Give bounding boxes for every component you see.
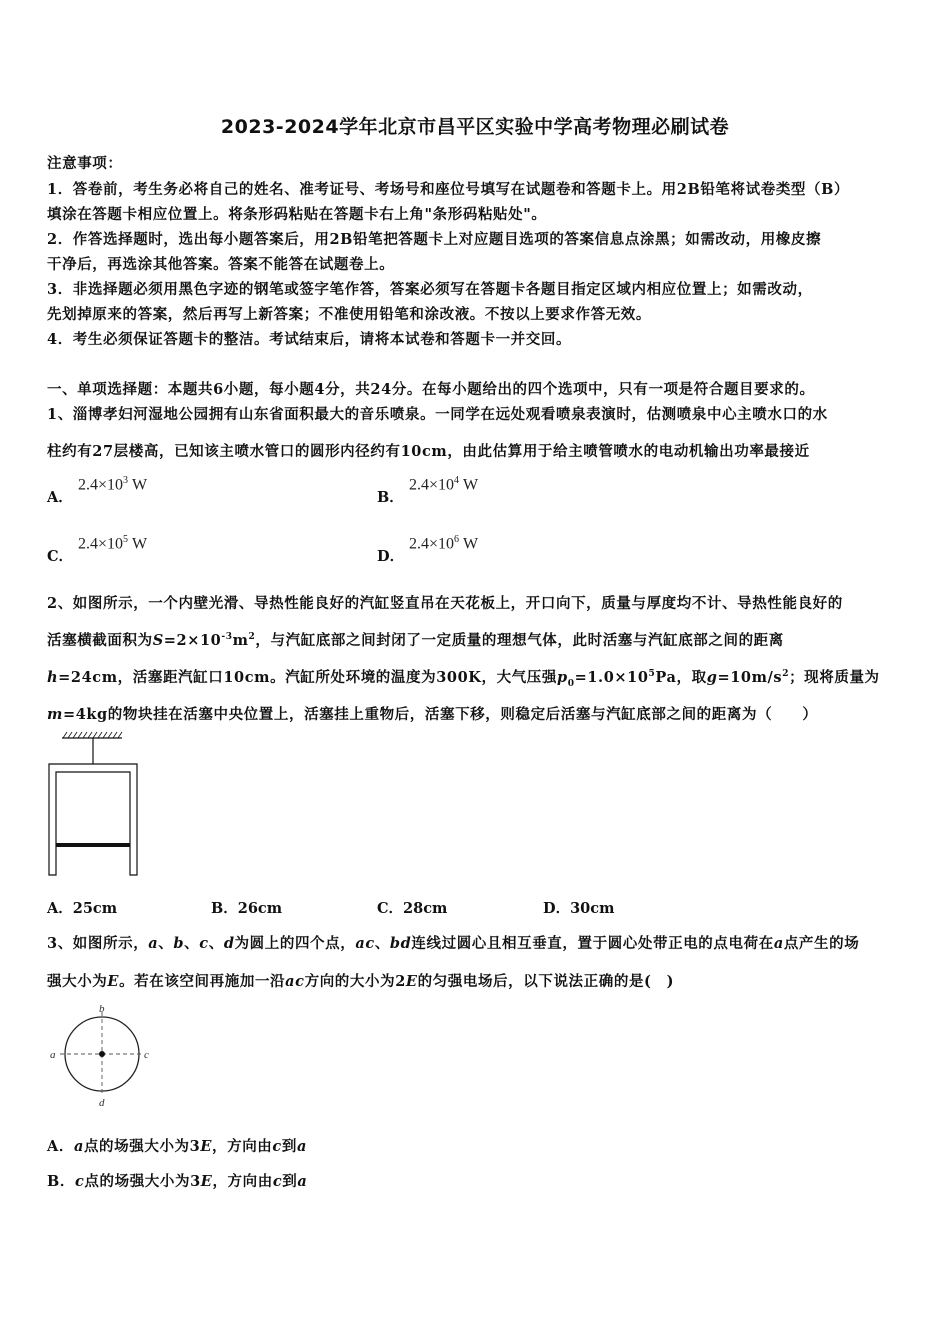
q2-option-b: B．26cm bbox=[211, 900, 283, 917]
q3-option-b: B．c点的场强大小为3E，方向由c到a bbox=[47, 1173, 308, 1190]
q3-stem: 3、如图所示，a、b、c、d为圆上的四个点，ac、bd连线过圆心且相互垂直，置于圆心处带正电的点电荷在a点产生的场 bbox=[47, 935, 860, 952]
q1-option-a-label: A． bbox=[47, 489, 73, 506]
q2-option-d: D．30cm bbox=[543, 900, 615, 917]
q1-option-d-label: D． bbox=[377, 548, 405, 565]
q1-option-c-value: $2.4\times 10^5$ W bbox=[78, 534, 148, 553]
diagram-label-c: c bbox=[144, 1049, 149, 1061]
diagram-label-a: a bbox=[50, 1049, 56, 1061]
notice-line: 干净后，再选涂其他答案。答案不能答在试题卷上。 bbox=[47, 256, 395, 273]
q2-stem: m=4kg的物块挂在活塞中央位置上，活塞挂上重物后，活塞下移，则稳定后活塞与汽缸底部之间的距离为（ ） bbox=[47, 706, 818, 723]
q1-option-c-label: C． bbox=[47, 548, 74, 565]
notice-line: 先划掉原来的答案，然后再写上新答案；不准使用铅笔和涂改液。不按以上要求作答无效。 bbox=[47, 306, 651, 323]
q1-option-a-value: $2.4\times 10^3$ W bbox=[78, 475, 148, 494]
q1-stem: 1、淄博孝妇河湿地公园拥有山东省面积最大的音乐喷泉。一同学在远处观看喷泉表演时，估测喷泉中心主喷水口的水 bbox=[47, 406, 828, 423]
q2-option-c: C．28cm bbox=[377, 900, 448, 917]
notice-heading: 注意事项： bbox=[47, 155, 123, 172]
circle-diagram bbox=[48, 1002, 158, 1112]
q3-stem: 强大小为E。若在该空间再施加一沿ac方向的大小为2E的匀强电场后，以下说法正确的是( ) bbox=[47, 973, 675, 990]
cylinder-diagram bbox=[44, 728, 144, 878]
notice-line: 填涂在答题卡相应位置上。将条形码粘贴在答题卡右上角"条形码粘贴处"。 bbox=[47, 206, 547, 223]
diagram-label-d: d bbox=[99, 1097, 105, 1109]
notice-line: 1．答卷前，考生务必将自己的姓名、准考证号、考场号和座位号填写在试题卷和答题卡上。用2B铅笔将试卷类型（B） bbox=[47, 181, 850, 198]
q2-option-a: A．25cm bbox=[47, 900, 118, 917]
q1-stem: 柱约有27层楼高，已知该主喷水管口的圆形内径约有10cm，由此估算用于给主喷管喷水的电动机输出功率最接近 bbox=[47, 443, 810, 460]
notice-line: 3．非选择题必须用黑色字迹的钢笔或签字笔作答，答案必须写在答题卡各题目指定区域内相应位置上；如需改动， bbox=[47, 281, 813, 298]
diagram-label-b: b bbox=[99, 1003, 105, 1015]
section-heading: 一、单项选择题：本题共6小题，每小题4分，共24分。在每小题给出的四个选项中，只有一项是符合题目要求的。 bbox=[47, 381, 815, 398]
page-title: 2023-2024学年北京市昌平区实验中学高考物理必刷试卷 bbox=[220, 116, 730, 138]
notice-line: 2．作答选择题时，选出每小题答案后，用2B铅笔把答题卡上对应题目选项的答案信息点涂黑；如需改动，用橡皮擦 bbox=[47, 231, 822, 248]
q1-option-b-label: B． bbox=[377, 489, 404, 506]
q1-option-b-value: $2.4\times 10^4$ W bbox=[409, 475, 479, 494]
q3-option-a: A．a点的场强大小为3E，方向由c到a bbox=[47, 1138, 307, 1155]
q2-stem: 活塞横截面积为$S=2\times 10^{-3}m^2$，与汽缸底部之间封闭了一定质量的理想气体，此时活塞与汽缸底部之间的距离 bbox=[47, 632, 784, 649]
q2-stem: 2、如图所示，一个内壁光滑、导热性能良好的汽缸竖直吊在天花板上，开口向下，质量与厚度均不计、导热性能良好的 bbox=[47, 595, 843, 612]
q1-option-d-value: $2.4\times 10^6$ W bbox=[409, 534, 479, 553]
notice-line: 4．考生必须保证答题卡的整洁。考试结束后，请将本试卷和答题卡一并交回。 bbox=[47, 331, 572, 348]
q2-stem: h=24cm，活塞距汽缸口10cm。汽缸所处环境的温度为300K，大气压强$p_0=1.0\times 10^5Pa$，取$g=10m/s^2$；现将质量为 bbox=[47, 669, 880, 689]
